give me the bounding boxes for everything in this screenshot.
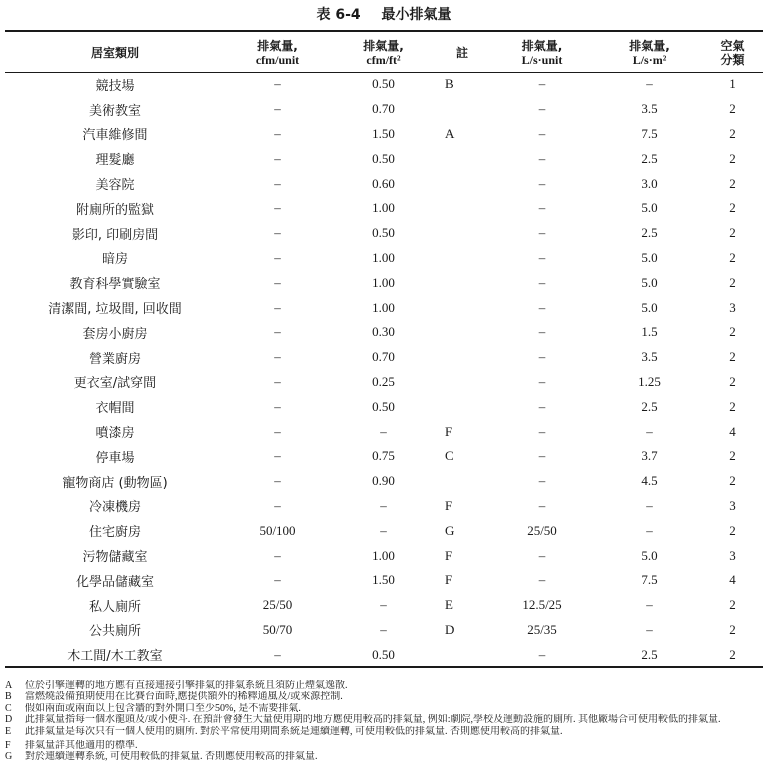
cell-air-class: 2	[729, 150, 736, 166]
cell-ls-per-m2: 5.0	[641, 274, 658, 290]
cell-ls-per-unit: –	[538, 423, 546, 439]
cell-room-type: 噴漆房	[95, 426, 135, 442]
table-row	[5, 221, 763, 246]
cell-ls-per-unit: –	[538, 225, 546, 241]
cell-room-type: 更衣室/試穿間	[73, 376, 157, 392]
cell-ls-per-m2: –	[646, 597, 653, 613]
table-row	[5, 568, 763, 593]
cell-air-class: 2	[729, 175, 736, 191]
cell-ls-per-m2: 5.0	[641, 299, 658, 315]
cell-ls-per-unit: –	[538, 274, 546, 290]
header-label: 註	[455, 46, 468, 60]
cell-room-type: 木工間/木工教室	[67, 649, 163, 665]
cell-room-type: 停車場	[95, 450, 135, 466]
cell-cfm-per-ft2: 1.00	[372, 547, 395, 563]
table-row	[5, 642, 763, 667]
cell-note	[437, 642, 487, 667]
cell-cfm-per-unit: –	[274, 547, 281, 563]
cell-note: G	[445, 522, 455, 538]
cell-ls-per-unit: –	[538, 125, 546, 141]
exhaust-rate-table	[5, 34, 763, 667]
cell-cfm-per-unit: –	[274, 225, 281, 241]
footnote-key: C	[5, 702, 12, 714]
table-row	[5, 246, 763, 271]
cell-note	[437, 295, 487, 320]
cell-room-type: 公共廁所	[88, 624, 141, 640]
table-row	[5, 444, 763, 469]
cell-room-type: 理髮廳	[95, 153, 135, 169]
cell-cfm-per-unit: –	[274, 572, 281, 588]
cell-note	[437, 171, 487, 196]
cell-cfm-per-ft2: 0.50	[372, 225, 395, 241]
cell-air-class: 1	[729, 76, 736, 92]
cell-ls-per-unit: –	[538, 547, 546, 563]
cell-ls-per-m2: 2.5	[641, 225, 658, 241]
footnote-key: A	[5, 680, 13, 691]
cell-air-class: 2	[729, 398, 736, 414]
cell-room-type: 清潔間, 垃圾間, 回收間	[48, 302, 182, 318]
header-label: 排氣量,	[521, 39, 563, 53]
header-unit: L/s·m²	[632, 53, 667, 67]
cell-cfm-per-unit: 50/70	[262, 621, 293, 637]
cell-ls-per-unit: –	[538, 324, 546, 340]
top-rule	[5, 30, 763, 32]
cell-air-class: 3	[729, 547, 736, 563]
cell-cfm-per-ft2: 1.50	[372, 125, 395, 141]
cell-note	[437, 370, 487, 395]
footnote-text: 此排氣量是每次只有一個人使用的廁所. 對於平常使用期間系統是連續運轉, 可使用較低的排氣量. 否則應使用較高的排氣量.	[25, 725, 563, 737]
cell-ls-per-m2: 1.5	[641, 324, 658, 340]
cell-room-type: 私人廁所	[88, 599, 141, 615]
cell-note	[437, 146, 487, 171]
footnote-text: 此排氣量指每一個水龍頭及/或小便斗. 在預計會發生大量使用期的地方應使用較高的排氣量, 例如:劇院,學校及運動設施的廁所. 其他廠場合可使用較低的排氣量.	[25, 714, 721, 726]
cell-cfm-per-ft2: 0.25	[372, 373, 395, 389]
cell-cfm-per-ft2: 1.00	[372, 299, 395, 315]
cell-cfm-per-ft2: 0.70	[372, 349, 395, 365]
header-ls-per-unit	[487, 34, 597, 72]
footnote	[5, 691, 763, 702]
footnotes	[5, 680, 763, 763]
cell-ls-per-m2: 2.5	[641, 150, 658, 166]
cell-note	[437, 345, 487, 370]
footnote-key: E	[5, 725, 12, 737]
cell-ls-per-m2: 3.5	[641, 349, 658, 365]
cell-cfm-per-ft2: 1.00	[372, 274, 395, 290]
cell-ls-per-m2: 5.0	[641, 200, 658, 216]
footnote	[5, 703, 763, 714]
cell-air-class: 2	[729, 373, 736, 389]
table-row	[5, 146, 763, 171]
cell-ls-per-m2: –	[646, 522, 653, 538]
cell-cfm-per-ft2: –	[380, 497, 387, 513]
cell-note: D	[445, 621, 455, 637]
cell-room-type: 營業廚房	[88, 351, 141, 367]
cell-cfm-per-unit: –	[274, 398, 281, 414]
cell-cfm-per-unit: –	[274, 76, 281, 92]
header-label: 排氣量,	[363, 39, 404, 53]
cell-cfm-per-unit: –	[274, 200, 281, 216]
cell-air-class: 4	[729, 423, 736, 439]
cell-room-type: 住宅廚房	[88, 525, 141, 541]
table-row	[5, 618, 763, 643]
cell-note: F	[445, 572, 453, 588]
cell-room-type: 污物儲藏室	[82, 550, 148, 566]
cell-air-class: 2	[729, 125, 736, 141]
cell-air-class: 2	[729, 646, 736, 662]
cell-room-type: 衣帽間	[95, 401, 135, 417]
cell-cfm-per-ft2: 0.75	[372, 448, 395, 464]
header-label: 排氣量,	[629, 39, 670, 53]
header-unit: cfm/ft²	[366, 53, 401, 67]
cell-ls-per-unit: –	[538, 497, 546, 513]
cell-ls-per-unit: –	[538, 349, 546, 365]
footnote	[5, 680, 763, 691]
cell-cfm-per-unit: –	[274, 473, 281, 489]
cell-air-class: 2	[729, 349, 736, 365]
cell-ls-per-m2: 3.0	[641, 175, 658, 191]
cell-ls-per-unit: –	[538, 150, 546, 166]
footnote-text: 當燃燒設備預期使用在比賽台面時,應提供額外的稀釋通風及/或來源控制.	[25, 691, 343, 703]
table-title	[0, 4, 768, 24]
cell-room-type: 化學品儲藏室	[75, 574, 154, 590]
footnote-text: 位於引擎運轉的地方應有直接連接引擎排氣的排氣系統且須防止煙氣逸散.	[25, 680, 348, 691]
cell-cfm-per-unit: –	[274, 497, 281, 513]
footnote-key: D	[5, 714, 13, 726]
cell-ls-per-unit: 25/50	[527, 522, 557, 538]
cell-cfm-per-ft2: –	[380, 423, 387, 439]
cell-room-type: 套房小廚房	[82, 326, 148, 342]
table-row	[5, 593, 763, 618]
cell-air-class: 2	[729, 473, 736, 489]
cell-cfm-per-unit: 50/100	[259, 522, 296, 538]
cell-cfm-per-unit: –	[274, 175, 281, 191]
cell-air-class: 2	[729, 101, 736, 117]
cell-room-type: 競技場	[95, 78, 135, 94]
cell-cfm-per-unit: –	[274, 373, 281, 389]
cell-air-class: 2	[729, 448, 736, 464]
cell-room-type: 汽車維修間	[82, 128, 148, 144]
cell-ls-per-m2: 3.7	[641, 448, 658, 464]
cell-air-class: 3	[729, 497, 736, 513]
cell-room-type: 美容院	[95, 178, 135, 194]
cell-note: F	[445, 423, 453, 439]
cell-room-type: 影印, 印刷房間	[71, 227, 159, 243]
cell-cfm-per-ft2: –	[380, 522, 387, 538]
cell-air-class: 2	[729, 225, 736, 241]
cell-ls-per-m2: 7.5	[641, 572, 658, 588]
cell-air-class: 2	[729, 597, 736, 613]
cell-cfm-per-unit: –	[274, 274, 281, 290]
cell-ls-per-unit: –	[538, 473, 546, 489]
cell-air-class: 2	[729, 249, 736, 265]
footnote-text: 排氣量詳其他適用的標準.	[25, 740, 138, 752]
table-row	[5, 122, 763, 147]
cell-ls-per-unit: –	[538, 398, 546, 414]
cell-room-type: 教育科學實驗室	[69, 277, 161, 293]
cell-ls-per-m2: –	[646, 423, 653, 439]
cell-ls-per-unit: 12.5/25	[522, 597, 562, 613]
cell-room-type: 附廁所的監獄	[75, 202, 154, 218]
cell-cfm-per-unit: –	[274, 101, 281, 117]
cell-cfm-per-ft2: 0.50	[372, 76, 395, 92]
cell-air-class: 2	[729, 522, 736, 538]
cell-note: A	[445, 125, 455, 141]
cell-ls-per-unit: –	[538, 101, 546, 117]
table-number: 表 6-4	[316, 7, 361, 23]
footnote	[5, 714, 763, 725]
cell-cfm-per-unit: –	[274, 646, 281, 662]
footnote	[5, 740, 763, 751]
cell-ls-per-unit: –	[538, 448, 546, 464]
cell-room-type: 美術教室	[88, 103, 141, 119]
header-row	[5, 34, 763, 72]
cell-cfm-per-ft2: 0.70	[372, 101, 395, 117]
cell-cfm-per-ft2: 0.50	[372, 150, 395, 166]
cell-cfm-per-unit: –	[274, 299, 281, 315]
cell-ls-per-m2: –	[646, 621, 653, 637]
header-label: 空氣	[720, 39, 745, 53]
cell-ls-per-unit: 25/35	[527, 621, 557, 637]
table-row	[5, 494, 763, 519]
table-row	[5, 270, 763, 295]
header-label: 居室類別	[90, 46, 139, 60]
cell-cfm-per-ft2: 0.90	[372, 473, 395, 489]
cell-cfm-per-ft2: –	[380, 597, 387, 613]
cell-note: E	[445, 597, 453, 613]
cell-room-type: 暗房	[101, 252, 128, 268]
cell-ls-per-unit: –	[538, 572, 546, 588]
table-row	[5, 320, 763, 345]
cell-cfm-per-ft2: 1.50	[372, 572, 395, 588]
cell-air-class: 3	[729, 299, 736, 315]
cell-note: B	[445, 76, 454, 92]
cell-ls-per-m2: –	[646, 497, 653, 513]
table-row	[5, 543, 763, 568]
cell-ls-per-m2: 2.5	[641, 398, 658, 414]
cell-ls-per-unit: –	[538, 175, 546, 191]
table-row	[5, 419, 763, 444]
cell-air-class: 4	[729, 572, 736, 588]
cell-air-class: 2	[729, 324, 736, 340]
table-row	[5, 97, 763, 122]
cell-cfm-per-ft2: –	[380, 621, 387, 637]
cell-note: F	[445, 547, 453, 563]
cell-ls-per-unit: –	[538, 646, 546, 662]
cell-ls-per-unit: –	[538, 299, 546, 315]
header-unit: L/s·unit	[521, 53, 563, 67]
header-label: 排氣量,	[257, 39, 298, 53]
cell-note	[437, 97, 487, 122]
cell-ls-per-m2: 4.5	[641, 473, 658, 489]
table-caption: 最小排氣量	[381, 7, 452, 23]
cell-air-class: 2	[729, 274, 736, 290]
cell-cfm-per-ft2: 0.50	[372, 646, 395, 662]
cell-cfm-per-unit: –	[274, 125, 281, 141]
table-row	[5, 370, 763, 395]
cell-note	[437, 320, 487, 345]
cell-note	[437, 469, 487, 494]
cell-ls-per-unit: –	[538, 200, 546, 216]
cell-note: C	[445, 448, 454, 464]
header-cfm-per-unit	[225, 34, 330, 72]
table-body	[5, 72, 763, 667]
cell-air-class: 2	[729, 621, 736, 637]
table-row	[5, 518, 763, 543]
table-row	[5, 72, 763, 97]
cell-ls-per-m2: 3.5	[641, 101, 658, 117]
cell-cfm-per-unit: –	[274, 448, 281, 464]
cell-cfm-per-unit: –	[274, 324, 281, 340]
cell-ls-per-unit: –	[538, 249, 546, 265]
cell-note	[437, 221, 487, 246]
footnote-key: G	[5, 751, 13, 763]
header-ls-per-m2	[597, 34, 702, 72]
header-air-class	[702, 34, 763, 72]
header-unit: cfm/unit	[255, 53, 300, 67]
table-row	[5, 171, 763, 196]
cell-room-type: 寵物商店 (動物區)	[62, 475, 168, 491]
footnote-key: F	[5, 740, 11, 752]
footnote-key: B	[5, 691, 12, 703]
header-unit: 分類	[720, 53, 745, 67]
table-row	[5, 196, 763, 221]
footnote-text: 對於連續運轉系統, 可使用較低的排氣量. 否則應使用較高的排氣量.	[25, 751, 318, 763]
cell-room-type: 冷凍機房	[88, 500, 141, 516]
cell-note	[437, 394, 487, 419]
cell-ls-per-m2: 7.5	[641, 125, 658, 141]
cell-ls-per-unit: –	[538, 373, 546, 389]
cell-ls-per-m2: 1.25	[638, 373, 661, 389]
cell-note: F	[445, 497, 453, 513]
cell-ls-per-m2: 5.0	[641, 547, 658, 563]
cell-cfm-per-ft2: 0.50	[372, 398, 395, 414]
cell-cfm-per-unit: 25/50	[262, 597, 293, 613]
footnote	[5, 751, 763, 762]
cell-air-class: 2	[729, 200, 736, 216]
cell-cfm-per-unit: –	[274, 150, 281, 166]
cell-note	[437, 196, 487, 221]
table-row	[5, 295, 763, 320]
header-note	[437, 34, 487, 72]
cell-ls-per-m2: 2.5	[641, 646, 658, 662]
footnote	[5, 726, 763, 737]
table-row	[5, 469, 763, 494]
cell-cfm-per-ft2: 0.60	[372, 175, 395, 191]
cell-ls-per-m2: –	[646, 76, 653, 92]
header-cfm-per-ft2	[330, 34, 437, 72]
cell-ls-per-m2: 5.0	[641, 249, 658, 265]
cell-cfm-per-ft2: 1.00	[372, 249, 395, 265]
table-row	[5, 345, 763, 370]
table-row	[5, 394, 763, 419]
cell-cfm-per-unit: –	[274, 423, 281, 439]
footnote-text: 假如兩面或兩面以上包含牆的對外開口至少50%, 是不需要排氣.	[25, 702, 301, 714]
cell-cfm-per-ft2: 0.30	[372, 324, 395, 340]
cell-cfm-per-unit: –	[274, 349, 281, 365]
cell-ls-per-unit: –	[538, 76, 546, 92]
cell-note	[437, 270, 487, 295]
cell-note	[437, 246, 487, 271]
cell-cfm-per-ft2: 1.00	[372, 200, 395, 216]
cell-cfm-per-unit: –	[274, 249, 281, 265]
header-room-type	[5, 34, 225, 72]
